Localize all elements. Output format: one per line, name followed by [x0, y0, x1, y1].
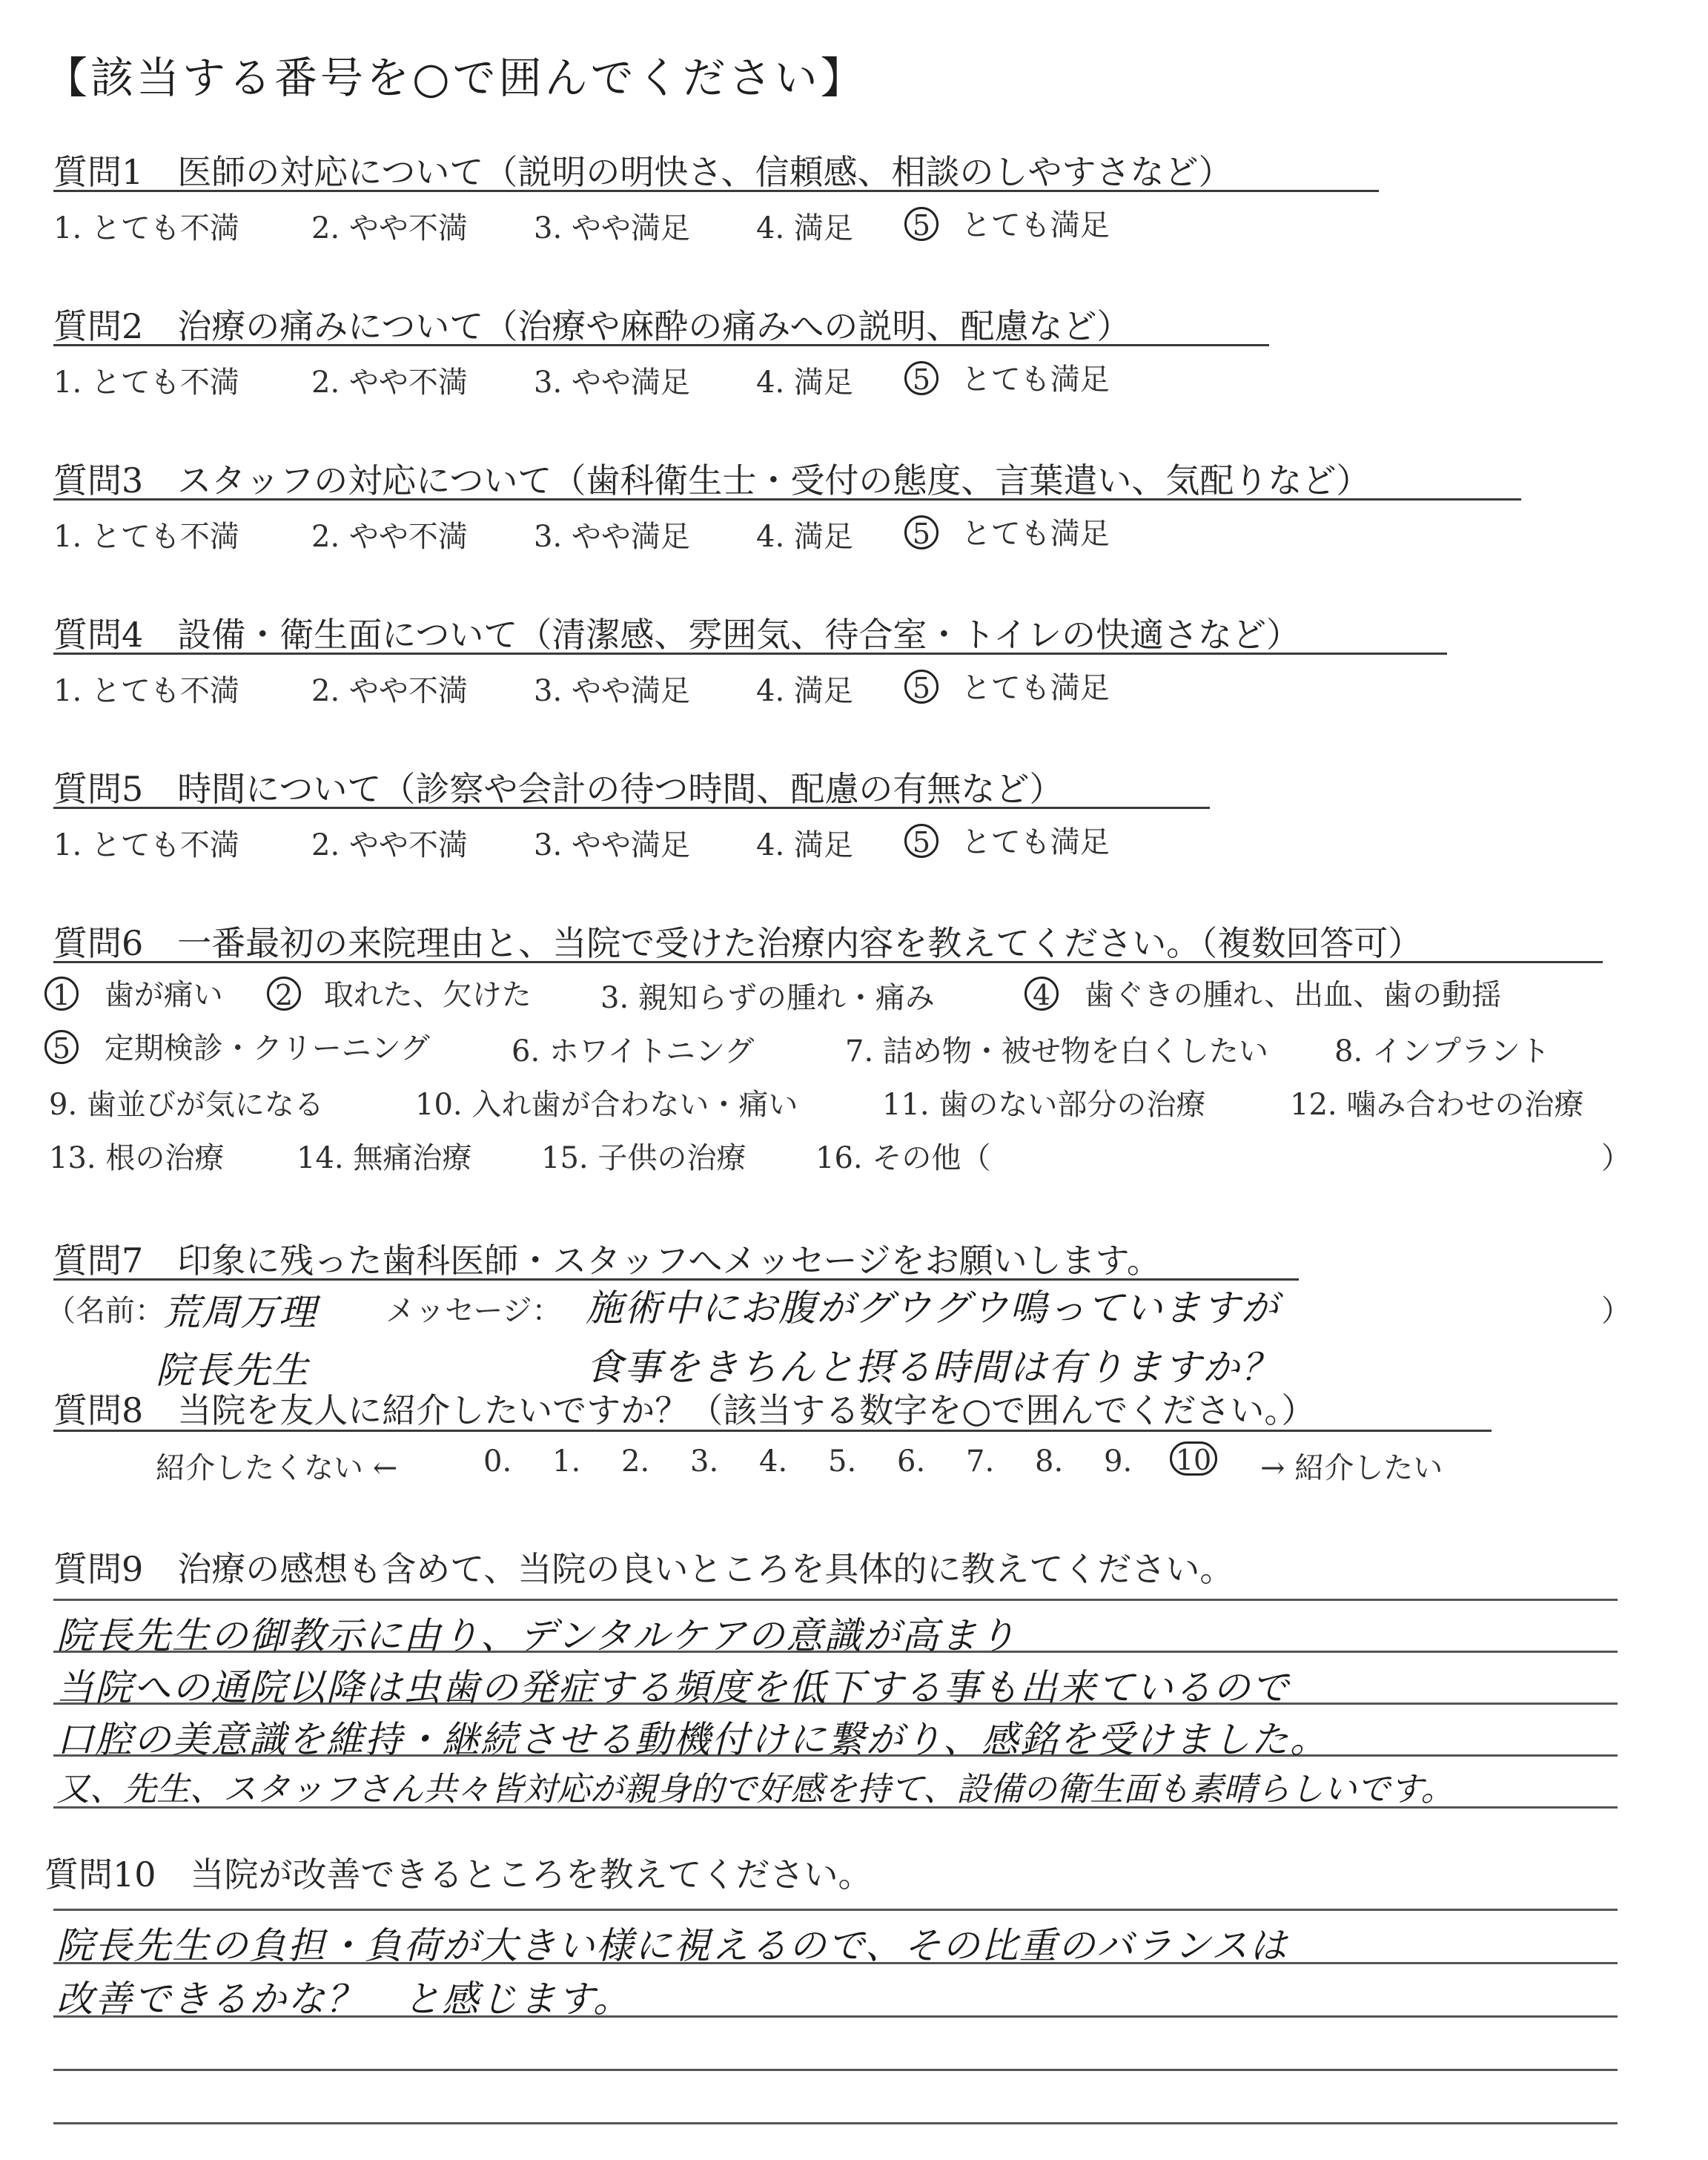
- q6-other-close: ）: [1601, 1141, 1631, 1175]
- q4-selected-label: とても満足: [961, 671, 1110, 705]
- q5-option-5-selected[interactable]: [904, 819, 1110, 861]
- q8-scale-0[interactable]: 0.: [483, 1444, 512, 1479]
- q7-close: ）: [1601, 1294, 1631, 1328]
- q3-underline: [53, 498, 1521, 501]
- q2-selected-label: とても満足: [961, 363, 1110, 397]
- q6-option-1-selected[interactable]: [44, 971, 223, 1014]
- q6-circle-2: 2: [267, 977, 301, 1011]
- q6-option-2-selected[interactable]: [267, 971, 532, 1014]
- q3-option-3[interactable]: 3. やや満足: [534, 520, 690, 554]
- q10-title: 質問10 当院が改善できるところを教えてください。: [44, 1855, 873, 1895]
- q3-title: 質問3 スタッフの対応について（歯科衛生士・受付の態度、言葉遣い、気配りなど）: [53, 460, 1371, 501]
- q6-option-3[interactable]: 3. 親知らずの腫れ・痛み: [600, 981, 935, 1015]
- q1-underline: [53, 190, 1379, 192]
- page-title: 【該当する番号を○で囲んでください】: [44, 53, 867, 103]
- q1-title: 質問1 医師の対応について（説明の明快さ、信頼感、相談のしやすさなど）: [53, 152, 1233, 192]
- q6-option-11[interactable]: 11. 歯のない部分の治療: [882, 1088, 1206, 1122]
- q6-underline: [53, 961, 1603, 963]
- q4-title: 質問4 設備・衛生面について（清潔感、雰囲気、待合室・トイレの快適さなど）: [53, 615, 1301, 655]
- q6-option-14[interactable]: 14. 無痛治療: [297, 1141, 472, 1175]
- q10-answer-line-1[interactable]: 院長先生の負担・負荷が大きい様に視えるので、その比重のバランスは: [56, 1924, 1288, 1967]
- q6-circle-5: 5: [44, 1030, 79, 1064]
- q5-selected-circle: 5: [904, 824, 939, 858]
- q8-scale-4[interactable]: 4.: [759, 1444, 788, 1479]
- q4-selected-circle: 5: [904, 670, 939, 704]
- q4-underline: [53, 653, 1447, 655]
- q2-option-5-selected[interactable]: [904, 356, 1110, 398]
- q4-option-2[interactable]: 2. やや不満: [311, 674, 468, 708]
- q6-label-4: 歯ぐきの腫れ、出血、歯の動揺: [1084, 978, 1502, 1012]
- q4-option-5-selected[interactable]: [904, 664, 1110, 707]
- q1-option-5-selected[interactable]: [904, 202, 1110, 244]
- q6-title: 質問6 一番最初の来院理由と、当院で受けた治療内容を教えてください。（複数回答可）: [53, 923, 1423, 963]
- q9-answer-line-2[interactable]: 当院への通院以降は虫歯の発症する頻度を低下する事も出来ているので: [56, 1666, 1290, 1709]
- q8-scale-6[interactable]: 6.: [897, 1444, 926, 1479]
- q5-option-2[interactable]: 2. やや不満: [311, 828, 468, 862]
- q6-option-6[interactable]: 6. ホワイトニング: [512, 1034, 755, 1069]
- q9-title: 質問9 治療の感想も含めて、当院の良いところを具体的に教えてください。: [53, 1549, 1234, 1589]
- q3-option-5-selected[interactable]: [904, 510, 1110, 552]
- q2-option-4[interactable]: 4. 満足: [756, 366, 853, 400]
- q1-option-1[interactable]: 1. とても不満: [53, 211, 239, 245]
- q5-underline: [53, 807, 1210, 809]
- q1-selected-label: とても満足: [961, 208, 1110, 242]
- q5-option-4[interactable]: 4. 満足: [756, 828, 853, 862]
- q6-label-2: 取れた、欠けた: [323, 978, 532, 1012]
- q8-left-label: 紹介したくない ←: [156, 1451, 398, 1485]
- q2-underline: [53, 344, 1269, 346]
- q6-option-13[interactable]: 13. 根の治療: [49, 1141, 225, 1175]
- q9-answer-line-3[interactable]: 口腔の美意識を維持・継続させる動機付けに繋がり、感銘を受けました。: [56, 1718, 1328, 1761]
- q8-scale-5[interactable]: 5.: [828, 1444, 857, 1479]
- q8-title: 質問8 当院を友人に紹介したいですか？（該当する数字を○で囲んでください。）: [53, 1390, 1316, 1430]
- q6-circle-1: 1: [44, 977, 79, 1011]
- q5-selected-label: とても満足: [961, 825, 1110, 859]
- q3-option-2[interactable]: 2. やや不満: [311, 520, 468, 554]
- q1-option-2[interactable]: 2. やや不満: [311, 211, 468, 245]
- q3-selected-circle: 5: [904, 515, 939, 549]
- q10-rule-1: [53, 1909, 1618, 1911]
- q4-option-4[interactable]: 4. 満足: [756, 674, 853, 708]
- q6-option-8[interactable]: 8. インプラント: [1334, 1034, 1550, 1069]
- q6-label-1: 歯が痛い: [104, 978, 223, 1012]
- q8-scale-2[interactable]: 2.: [621, 1444, 650, 1479]
- q9-rule-1: [53, 1599, 1618, 1601]
- q6-option-7[interactable]: 7. 詰め物・被せ物を白くしたい: [845, 1034, 1268, 1069]
- q8-scale-3[interactable]: 3.: [690, 1444, 719, 1479]
- q6-label-5: 定期検診・クリーニング: [104, 1031, 430, 1066]
- q6-option-16[interactable]: 16. その他（: [815, 1141, 991, 1175]
- q2-option-3[interactable]: 3. やや満足: [534, 366, 690, 400]
- q4-option-3[interactable]: 3. やや満足: [534, 674, 690, 708]
- q7-message-label: メッセージ：: [385, 1294, 562, 1328]
- q3-option-1[interactable]: 1. とても不満: [53, 520, 239, 554]
- q6-option-15[interactable]: 15. 子供の治療: [541, 1141, 747, 1175]
- q1-option-3[interactable]: 3. やや満足: [534, 211, 690, 245]
- q1-option-4[interactable]: 4. 満足: [756, 211, 853, 245]
- q10-rule-4: [53, 2069, 1618, 2071]
- q10-answer-line-2[interactable]: 改善できるかな？ と感じます。: [56, 1978, 632, 2021]
- q6-option-4-selected[interactable]: [1025, 971, 1501, 1014]
- q2-option-2[interactable]: 2. やや不満: [311, 366, 468, 400]
- q6-option-9[interactable]: 9. 歯並びが気になる: [49, 1088, 324, 1122]
- q8-underline: [53, 1430, 1492, 1432]
- q8-scale-9[interactable]: 9.: [1104, 1444, 1133, 1479]
- q6-option-5-selected[interactable]: [44, 1025, 430, 1067]
- q3-selected-label: とても満足: [961, 517, 1110, 551]
- q5-option-1[interactable]: 1. とても不満: [53, 828, 239, 862]
- q8-selected-circle: 10: [1170, 1441, 1217, 1476]
- q8-scale-1[interactable]: 1.: [552, 1444, 581, 1479]
- q1-selected-circle: 5: [904, 207, 939, 241]
- q8-scale-7[interactable]: 7.: [966, 1444, 995, 1479]
- q7-name-label: （名前：: [46, 1294, 165, 1328]
- q5-option-3[interactable]: 3. やや満足: [534, 828, 690, 862]
- q4-option-1[interactable]: 1. とても不満: [53, 674, 239, 708]
- q7-name-line2[interactable]: 院長先生: [156, 1349, 310, 1392]
- q2-selected-circle: 5: [904, 361, 939, 395]
- q8-scale-10-selected[interactable]: [1170, 1441, 1217, 1477]
- q8-right-label: → 紹介したい: [1260, 1451, 1443, 1485]
- q6-option-10[interactable]: 10. 入れ歯が合わない・痛い: [415, 1088, 798, 1122]
- q7-message-line2[interactable]: 食事をきちんと摂る時間は有りますか？: [586, 1346, 1280, 1389]
- q10-rule-5: [53, 2122, 1618, 2124]
- q3-option-4[interactable]: 4. 満足: [756, 520, 853, 554]
- q2-option-1[interactable]: 1. とても不満: [53, 366, 239, 400]
- q7-message-line1[interactable]: 施術中にお腹がグウグウ鳴っていますが: [586, 1287, 1280, 1330]
- q6-option-12[interactable]: 12. 噛み合わせの治療: [1290, 1088, 1584, 1122]
- q7-title: 質問7 印象に残った歯科医師・スタッフへメッセージをお願いします。: [53, 1241, 1161, 1281]
- q6-circle-4: 4: [1025, 977, 1059, 1011]
- q8-scale-8[interactable]: 8.: [1035, 1444, 1064, 1479]
- q2-title: 質問2 治療の痛みについて（治療や麻酔の痛みへの説明、配慮など）: [53, 306, 1131, 346]
- q5-title: 質問5 時間について（診察や会計の待つ時間、配慮の有無など）: [53, 769, 1064, 809]
- q7-name-line1[interactable]: 荒周万理: [163, 1291, 317, 1334]
- q9-answer-line-4[interactable]: 又、先生、スタッフさん共々皆対応が親身的で好感を持て、設備の衛生面も素晴らしいです。: [56, 1769, 1454, 1809]
- q9-answer-line-1[interactable]: 院長先生の御教示に由り、デンタルケアの意識が高まり: [56, 1614, 1017, 1657]
